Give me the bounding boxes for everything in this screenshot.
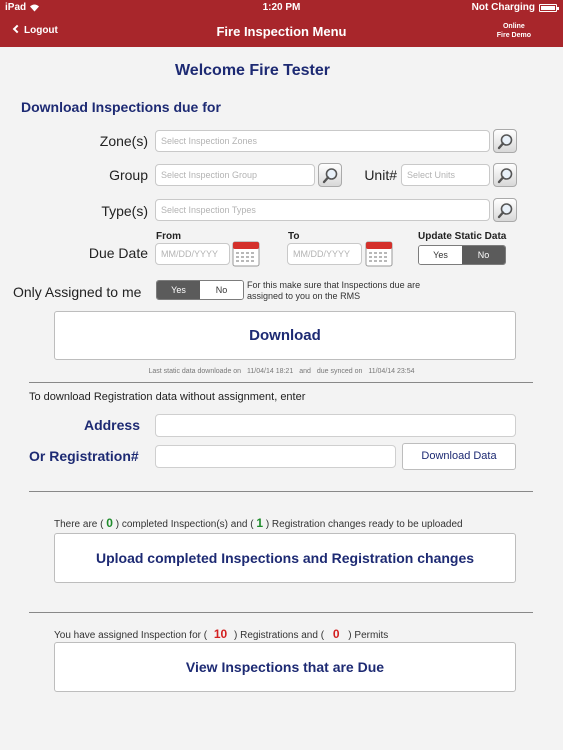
status-bar — [0, 0, 563, 16]
device-name: iPad — [5, 2, 27, 13]
download-data-button[interactable]: Download Data — [402, 443, 516, 470]
registrations-count: 10 — [213, 627, 228, 641]
group-label: Group — [109, 167, 148, 183]
upload-text-middle: ) completed Inspection(s) and ( — [115, 519, 254, 530]
due-sync-date: 11/04/14 23:54 — [368, 368, 415, 375]
divider — [29, 612, 533, 613]
group-search-button[interactable] — [318, 163, 342, 187]
download-heading: Download Inspections due for — [21, 99, 221, 115]
types-input[interactable]: Select Inspection Types — [155, 199, 490, 221]
unit-search-button[interactable] — [493, 163, 517, 187]
due-date-label: Due Date — [88, 245, 148, 261]
calendar-icon — [365, 241, 393, 267]
due-sync-prefix: due synced on — [316, 368, 363, 375]
only-assigned-note-line1: For this make sure that Inspections due are — [247, 280, 421, 290]
sync-info — [0, 368, 563, 375]
only-assigned-toggle — [156, 280, 244, 300]
upload-text-before: There are ( — [54, 519, 104, 530]
assigned-text-before: You have assigned Inspection for ( — [54, 630, 208, 641]
battery-icon — [539, 4, 557, 12]
registration-count: 1 — [256, 516, 264, 530]
magnifier-icon — [322, 167, 339, 184]
to-date-input[interactable]: MM/DD/YYYY — [287, 243, 362, 265]
types-search-button[interactable] — [493, 198, 517, 222]
divider — [29, 491, 533, 492]
magnifier-icon — [497, 167, 514, 184]
divider — [29, 382, 533, 383]
only-assigned-yes[interactable]: Yes — [157, 281, 200, 299]
update-static-toggle — [418, 245, 506, 265]
clock: 1:20 PM — [262, 2, 301, 13]
nav-title: Fire Inspection Menu — [216, 24, 347, 39]
group-input[interactable]: Select Inspection Group — [155, 164, 315, 186]
unit-label: Unit# — [364, 167, 397, 183]
static-sync-date: 11/04/14 18:21 — [247, 368, 294, 375]
upload-button[interactable]: Upload completed Inspections and Registration changes — [54, 533, 516, 583]
mode-demo: Fire Demo — [496, 32, 531, 39]
from-label: From — [156, 231, 181, 242]
welcome-title: Welcome Fire Tester — [174, 62, 331, 79]
to-label: To — [288, 231, 300, 242]
completed-count: 0 — [106, 516, 113, 530]
static-sync-prefix: Last static data downloade on — [148, 368, 242, 375]
assigned-summary — [54, 627, 388, 641]
only-assigned-no[interactable]: No — [200, 281, 243, 299]
mode-indicator — [497, 22, 531, 40]
update-static-yes[interactable]: Yes — [419, 246, 462, 264]
magnifier-icon — [497, 133, 514, 150]
assigned-text-after: ) Permits — [348, 630, 389, 641]
download-button[interactable]: Download — [54, 311, 516, 360]
update-static-label: Update Static Data — [418, 231, 507, 242]
charging-status: Not Charging — [471, 2, 535, 13]
view-inspections-button[interactable]: View Inspections that are Due — [54, 642, 516, 692]
unit-input[interactable]: Select Units — [401, 164, 490, 186]
assigned-text-middle: ) Registrations and ( — [234, 630, 325, 641]
sync-and: and — [299, 368, 311, 375]
upload-text-after: ) Registration changes ready to be uploaded — [265, 519, 463, 530]
types-label: Type(s) — [101, 203, 148, 219]
zones-label: Zone(s) — [99, 133, 148, 149]
zones-input[interactable]: Select Inspection Zones — [155, 130, 490, 152]
logout-label: Logout — [24, 25, 58, 36]
nav-bar — [0, 16, 563, 47]
to-calendar-button[interactable] — [365, 241, 393, 267]
permits-count: 0 — [332, 627, 340, 641]
from-date-input[interactable]: MM/DD/YYYY — [155, 243, 230, 265]
address-label: Address — [83, 417, 140, 433]
magnifier-icon — [497, 202, 514, 219]
address-input[interactable] — [155, 414, 516, 437]
from-calendar-button[interactable] — [232, 241, 260, 267]
calendar-icon — [232, 241, 260, 267]
registration-input[interactable] — [155, 445, 396, 468]
mode-online: Online — [502, 23, 525, 30]
only-assigned-label: Only Assigned to me — [13, 284, 142, 300]
registration-intro: To download Registration data without assignment, enter — [29, 391, 306, 403]
registration-label: Or Registration# — [29, 448, 139, 464]
upload-summary — [54, 516, 463, 530]
only-assigned-note-line2: assigned to you on the RMS — [247, 291, 361, 301]
update-static-no[interactable]: No — [462, 246, 505, 264]
zones-search-button[interactable] — [493, 129, 517, 153]
only-assigned-note — [247, 280, 420, 302]
